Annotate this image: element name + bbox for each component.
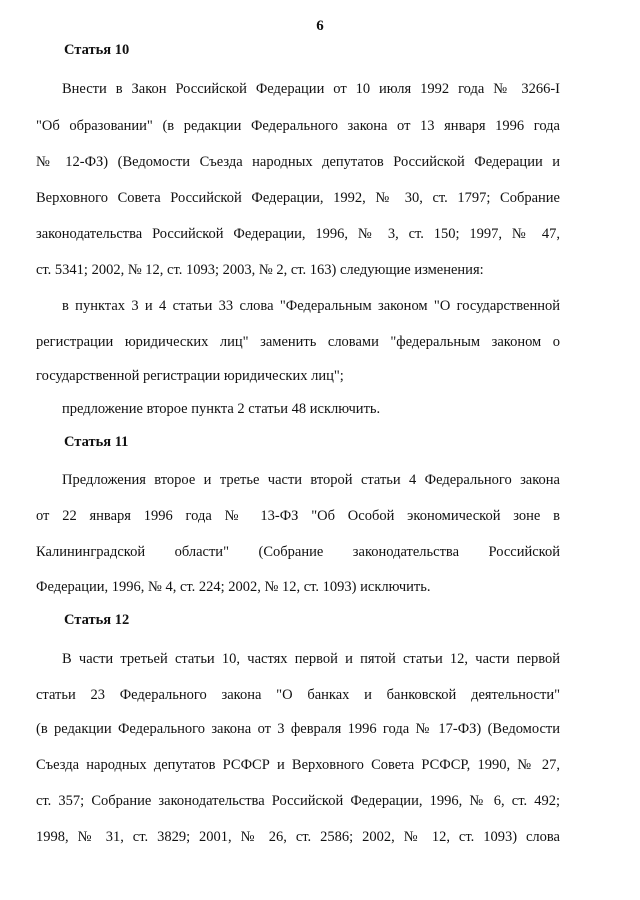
paragraph-line: ст. 357; Собрание законодательства Российской Федерации, 1996, № 6, ст. 492;: [36, 793, 560, 809]
paragraph-line: Калининградской области" (Собрание законодательства Российской: [36, 544, 560, 560]
paragraph-line: в пунктах 3 и 4 статьи 33 слова "Федеральным законом "О государственной: [62, 298, 560, 314]
page-number: 6: [316, 18, 324, 34]
article-heading: Статья 11: [64, 434, 129, 450]
paragraph-line: ст. 5341; 2002, № 12, ст. 1093; 2003, № 2, ст. 163) следующие изменения:: [36, 262, 484, 278]
paragraph-line: Съезда народных депутатов РСФСР и Верховного Совета РСФСР, 1990, № 27,: [36, 757, 560, 773]
paragraph-line: предложение второе пункта 2 статьи 48 исключить.: [62, 401, 381, 417]
paragraph-line: 1998, № 31, ст. 3829; 2001, № 26, ст. 2586; 2002, № 12, ст. 1093) слова: [36, 829, 560, 845]
paragraph-line: В части третьей статьи 10, частях первой и пятой статьи 12, части первой: [62, 651, 560, 667]
article-heading: Статья 10: [64, 42, 130, 58]
article-heading: Статья 12: [64, 612, 130, 628]
paragraph-line: Федерации, 1996, № 4, ст. 224; 2002, № 12, ст. 1093) исключить.: [36, 579, 431, 595]
paragraph-line: законодательства Российской Федерации, 1996, № 3, ст. 150; 1997, № 47,: [36, 226, 560, 242]
paragraph-line: от 22 января 1996 года № 13-ФЗ "Об Особой экономической зоне в: [36, 508, 560, 524]
paragraph-line: государственной регистрации юридических лиц";: [36, 368, 344, 384]
paragraph-line: (в редакции Федерального закона от 3 февраля 1996 года № 17-ФЗ) (Ведомости: [36, 721, 560, 737]
paragraph-line: Верховного Совета Российской Федерации, 1992, № 30, ст. 1797; Собрание: [36, 190, 560, 206]
paragraph-line: статьи 23 Федерального закона "О банках и банковской деятельности": [36, 687, 560, 703]
paragraph-line: регистрации юридических лиц" заменить словами "федеральным законом о: [36, 334, 560, 350]
paragraph-line: № 12-ФЗ) (Ведомости Съезда народных депутатов Российской Федерации и: [36, 154, 560, 170]
paragraph-line: Внести в Закон Российской Федерации от 10 июля 1992 года № 3266-I: [62, 81, 560, 97]
paragraph-line: Предложения второе и третье части второй статьи 4 Федерального закона: [62, 472, 560, 488]
paragraph-line: "Об образовании" (в редакции Федерального закона от 13 января 1996 года: [36, 118, 560, 134]
